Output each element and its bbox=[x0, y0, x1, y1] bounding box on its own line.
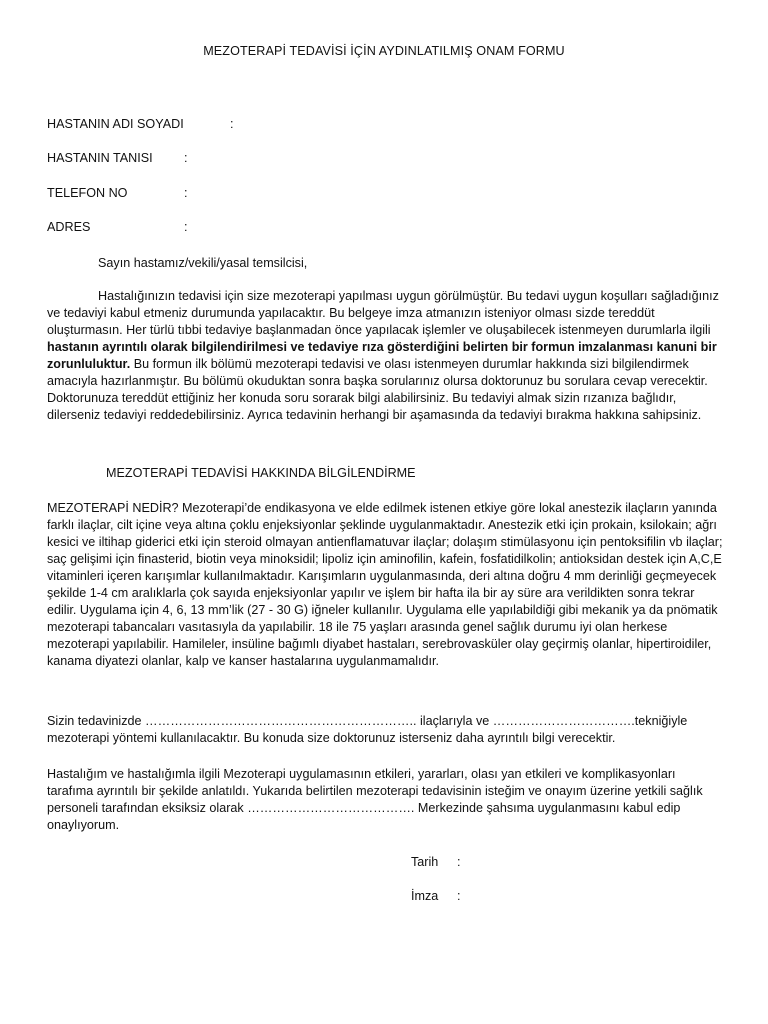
field-label: TELEFON NO bbox=[47, 186, 128, 200]
consent-paragraph: Hastalığım ve hastalığımla ilgili Mezoterapi uygulamasının etkileri, yararları, olası yan etkileri ve komplikasyonları tarafıma ayrıntılı bir şekilde anlatıldı. Yukarıda belirtilen mezoterapi tedavisinin isteğim ve onayım üzerine yetkili sağlık personeli tarafından eksiksiz olarak …………………………………. Merkezinde şahsıma uygulanmasını kabul edip onaylıyorum. bbox=[47, 767, 703, 832]
intro-text-part2: Bu formun ilk bölümü mezoterapi tedavisi ve olası istenmeyen durumlar hakkında sizi bilgilendirmek amacıyla hazırlanmıştır. Bu bölümü okuduktan sonra başka sorularınız olursa doktorunuz bu sorulara cevap verecektir. Doktorunuza tereddüt ettiğiniz her konuda soru sorarak bilgi alabilirsiniz. Bu tedaviyi almak sizin rızanıza bağlıdır, dilerseniz tedaviyi reddedebilirsiniz. Ayrıca tedavinin herhangi bir aşamasında da tedaviyi bırakma hakkına sahipsiniz. bbox=[47, 357, 708, 422]
section-heading: MEZOTERAPİ TEDAVİSİ HAKKINDA BİLGİLENDİRME bbox=[106, 466, 416, 480]
field-colon: : bbox=[184, 186, 188, 200]
what-is-paragraph bbox=[47, 500, 723, 670]
date-label: Tarih bbox=[411, 855, 439, 869]
field-colon: : bbox=[184, 220, 188, 234]
intro-paragraph bbox=[47, 288, 723, 424]
signature-label: İmza bbox=[411, 889, 439, 903]
field-label: HASTANIN TANISI bbox=[47, 151, 153, 165]
field-colon: : bbox=[230, 117, 234, 131]
document-title: MEZOTERAPİ TEDAVİSİ İÇİN AYDINLATILMIŞ ONAM FORMU bbox=[203, 44, 565, 58]
treatment-paragraph: Sizin tedavinizde ……………………………………………………….. ilaçlarıyla ve …………………………….tekniğiyle mezoterapi yöntemi kullanılacaktır. Bu konuda size doktorunuz isterseniz daha ayrıntılı bilgi verecektir. bbox=[47, 714, 688, 745]
signature-line bbox=[411, 889, 461, 903]
field-colon: : bbox=[184, 151, 188, 165]
field-label: ADRES bbox=[47, 220, 91, 234]
what-is-lead: MEZOTERAPİ NEDİR? bbox=[47, 501, 179, 515]
intro-text-bold: hastanın ayrıntılı olarak bilgilendirilmesi ve tedaviye rıza gösterdiğini belirten bir formun imzalanması kanuni bir zorunluluktur. bbox=[47, 340, 717, 371]
what-is-text: Mezoterapi’de endikasyona ve elde edilmek istenen etkiye göre lokal anestezik ilaçların yanında farklı ilaçlar, cilt içine veya altına çoklu enjeksiyonlar şeklinde uygulanmaktadır. Anestezik etki için prokain, ksilokain; ağrı kesici ve iltihap giderici etki için steroid olmayan antienflamatuvar ilaçlar; dolaşım stimülasyonu için pentoksifilin vb ilaçlar; saç gelişimi için finasterid, biotin veya minoksidil; lipoliz için aminofilin, kafein, fosfatidilkolin; antioksidan destek için A,C,E vitaminleri içeren karışımlar kullanılmaktadır. Karışımların uygulanmasında, deri altına doğru 4 mm derinliği geçmeyecek şekilde 1-4 cm aralıklarla çok sayıda enjeksiyonlar yapılır ve işlem bir hafta ila bir ay süre ara verildikten sonra tekrar edilir. Uygulama için 4, 6, 13 mm’lik (27 - 30 G) iğneler kullanılır. Uygulama elle yapılabildiği gibi mekanik ya da pnömatik mezoterapi tabancaları vasıtasıyla da yapılabilir. 18 ile 75 yaşları arasında genel sağlık durumu iyi olan herkese mezoterapi yapılabilir. Hamileler, insüline bağımlı diyabet hastaları, serebrovasküler olay geçirmiş olanlar, hipertiroidiler, kanama diyatezi olanlar, kalp ve kanser hastalarına uygulanmamalıdır. bbox=[47, 501, 723, 668]
date-colon: : bbox=[457, 855, 461, 869]
salutation: Sayın hastamız/vekili/yasal temsilcisi, bbox=[98, 256, 308, 270]
date-line bbox=[411, 855, 461, 869]
intro-text-part1: Hastalığınızın tedavisi için size mezoterapi yapılması uygun görülmüştür. Bu tedavi uygun koşulları sağladığınız ve tedaviyi kabul etmeniz durumunda yapılacaktır. Bu belgeye imza atmanızın isteniyor olması sizde tereddüt oluşturmasın. Her türlü tıbbi tedaviye başlanmadan önce yapılacak işlemler ve oluşabilecek istenmeyen durumlarla ilgili bbox=[47, 289, 719, 337]
field-label: HASTANIN ADI SOYADI bbox=[47, 117, 184, 131]
signature-colon: : bbox=[457, 889, 461, 903]
